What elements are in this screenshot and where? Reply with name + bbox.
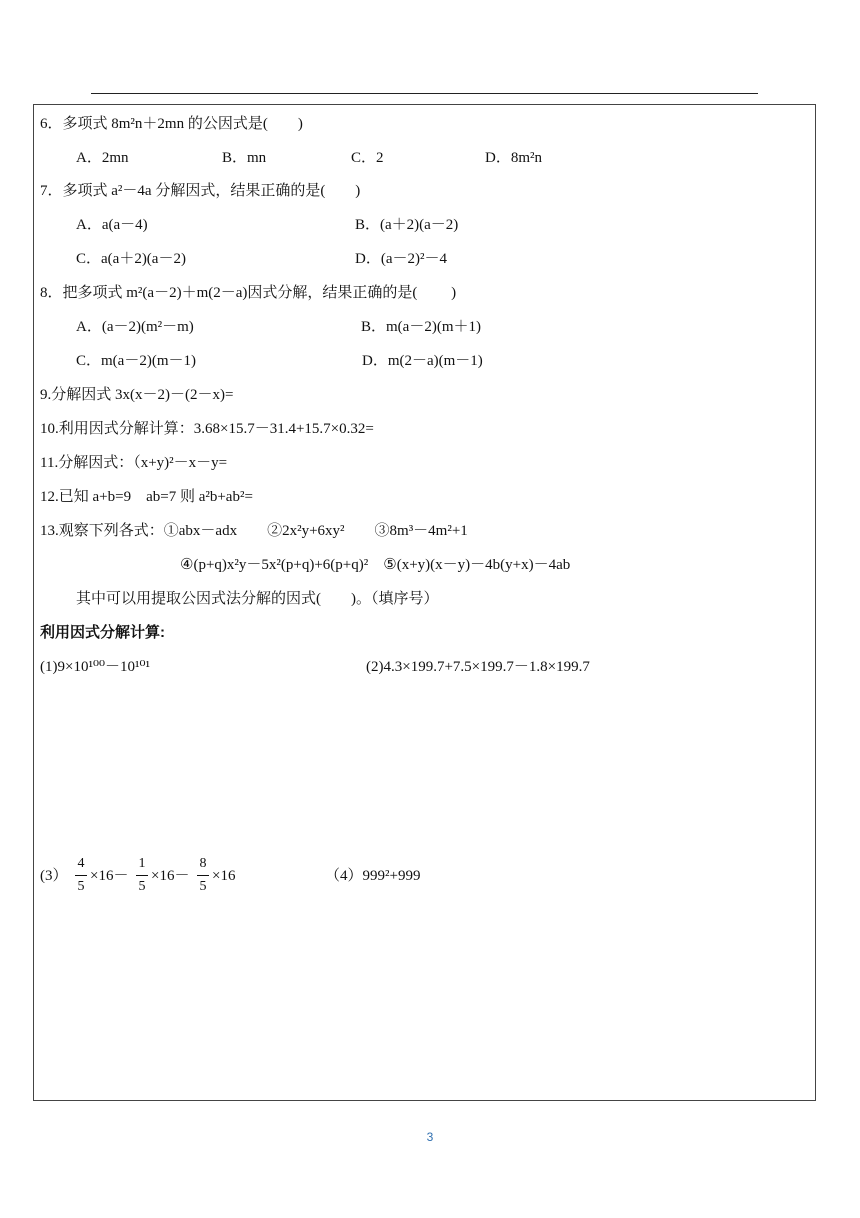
section-title: 利用因式分解计算: [40,624,165,641]
fraction-2-bar [136,875,148,876]
q6-option-d: D．8m²n [485,150,542,166]
q6-stem: 6．多项式 8m²n＋2mn 的公因式是( ) [40,116,303,132]
calc-problem-4: （4）999²+999 [325,868,421,884]
fraction-3-numerator: 8 [199,856,207,871]
calc-problem-3-term-3: ×16 [212,868,236,884]
q7-option-d: D．(a－2)²－4 [355,251,447,267]
page-number: 3 [426,1130,434,1144]
fraction-1-bar [75,875,87,876]
q7-option-b: B．(a＋2)(a－2) [355,217,459,233]
q9-text: 9.分解因式 3x(x－2)－(2－x)= [40,387,234,403]
q8-option-c: C．m(a－2)(m－1) [76,353,196,369]
q13-line1: 13.观察下列各式：①abx－adx ②2x²y+6xy² ③8m³－4m²+1 [40,523,468,539]
fraction-3-denominator: 5 [199,879,207,894]
q7-option-a: A．a(a－4) [76,217,148,233]
q7-stem: 7．多项式 a²－4a 分解因式，结果正确的是( ) [40,183,361,199]
q8-option-d: D．m(2－a)(m－1) [362,353,483,369]
fraction-2-denominator: 5 [138,879,146,894]
q7-option-c: C．a(a＋2)(a－2) [76,251,186,267]
fraction-2-numerator: 1 [138,856,146,871]
q12-text: 12.已知 a+b=9 ab=7 则 a²b+ab²= [40,489,253,505]
q6-option-a: A．2mn [76,150,129,166]
q11-text: 11.分解因式：（x+y)²－x－y= [40,455,228,471]
calc-problem-2: (2)4.3×199.7+7.5×199.7－1.8×199.7 [366,659,590,675]
calc-problem-3-term-1: ×16－ [90,868,129,884]
q8-stem: 8．把多项式 m²(a－2)＋m(2－a)因式分解，结果正确的是( ) [40,285,457,301]
q13-line3: 其中可以用提取公因式法分解的因式( )。（填序号） [76,591,439,607]
calc-problem-3-label: (3） [40,868,68,884]
calc-problem-1: (1)9×10¹⁰⁰－10¹⁰¹ [40,659,150,675]
header-rule [91,93,758,94]
q10-text: 10.利用因式分解计算：3.68×15.7－31.4+15.7×0.32= [40,421,374,437]
q6-option-c: C．2 [351,150,384,166]
q13-line2: ④(p+q)x²y－5x²(p+q)+6(p+q)² ⑤(x+y)(x－y)－4b(y+x)－4ab [180,557,571,573]
q6-option-b: B．mn [222,150,267,166]
q8-option-a: A．(a－2)(m²－m) [76,319,194,335]
q8-option-b: B．m(a－2)(m＋1) [361,319,481,335]
fraction-3-bar [197,875,209,876]
fraction-1-numerator: 4 [77,856,85,871]
calc-problem-3-term-2: ×16－ [151,868,190,884]
fraction-1-denominator: 5 [77,879,85,894]
